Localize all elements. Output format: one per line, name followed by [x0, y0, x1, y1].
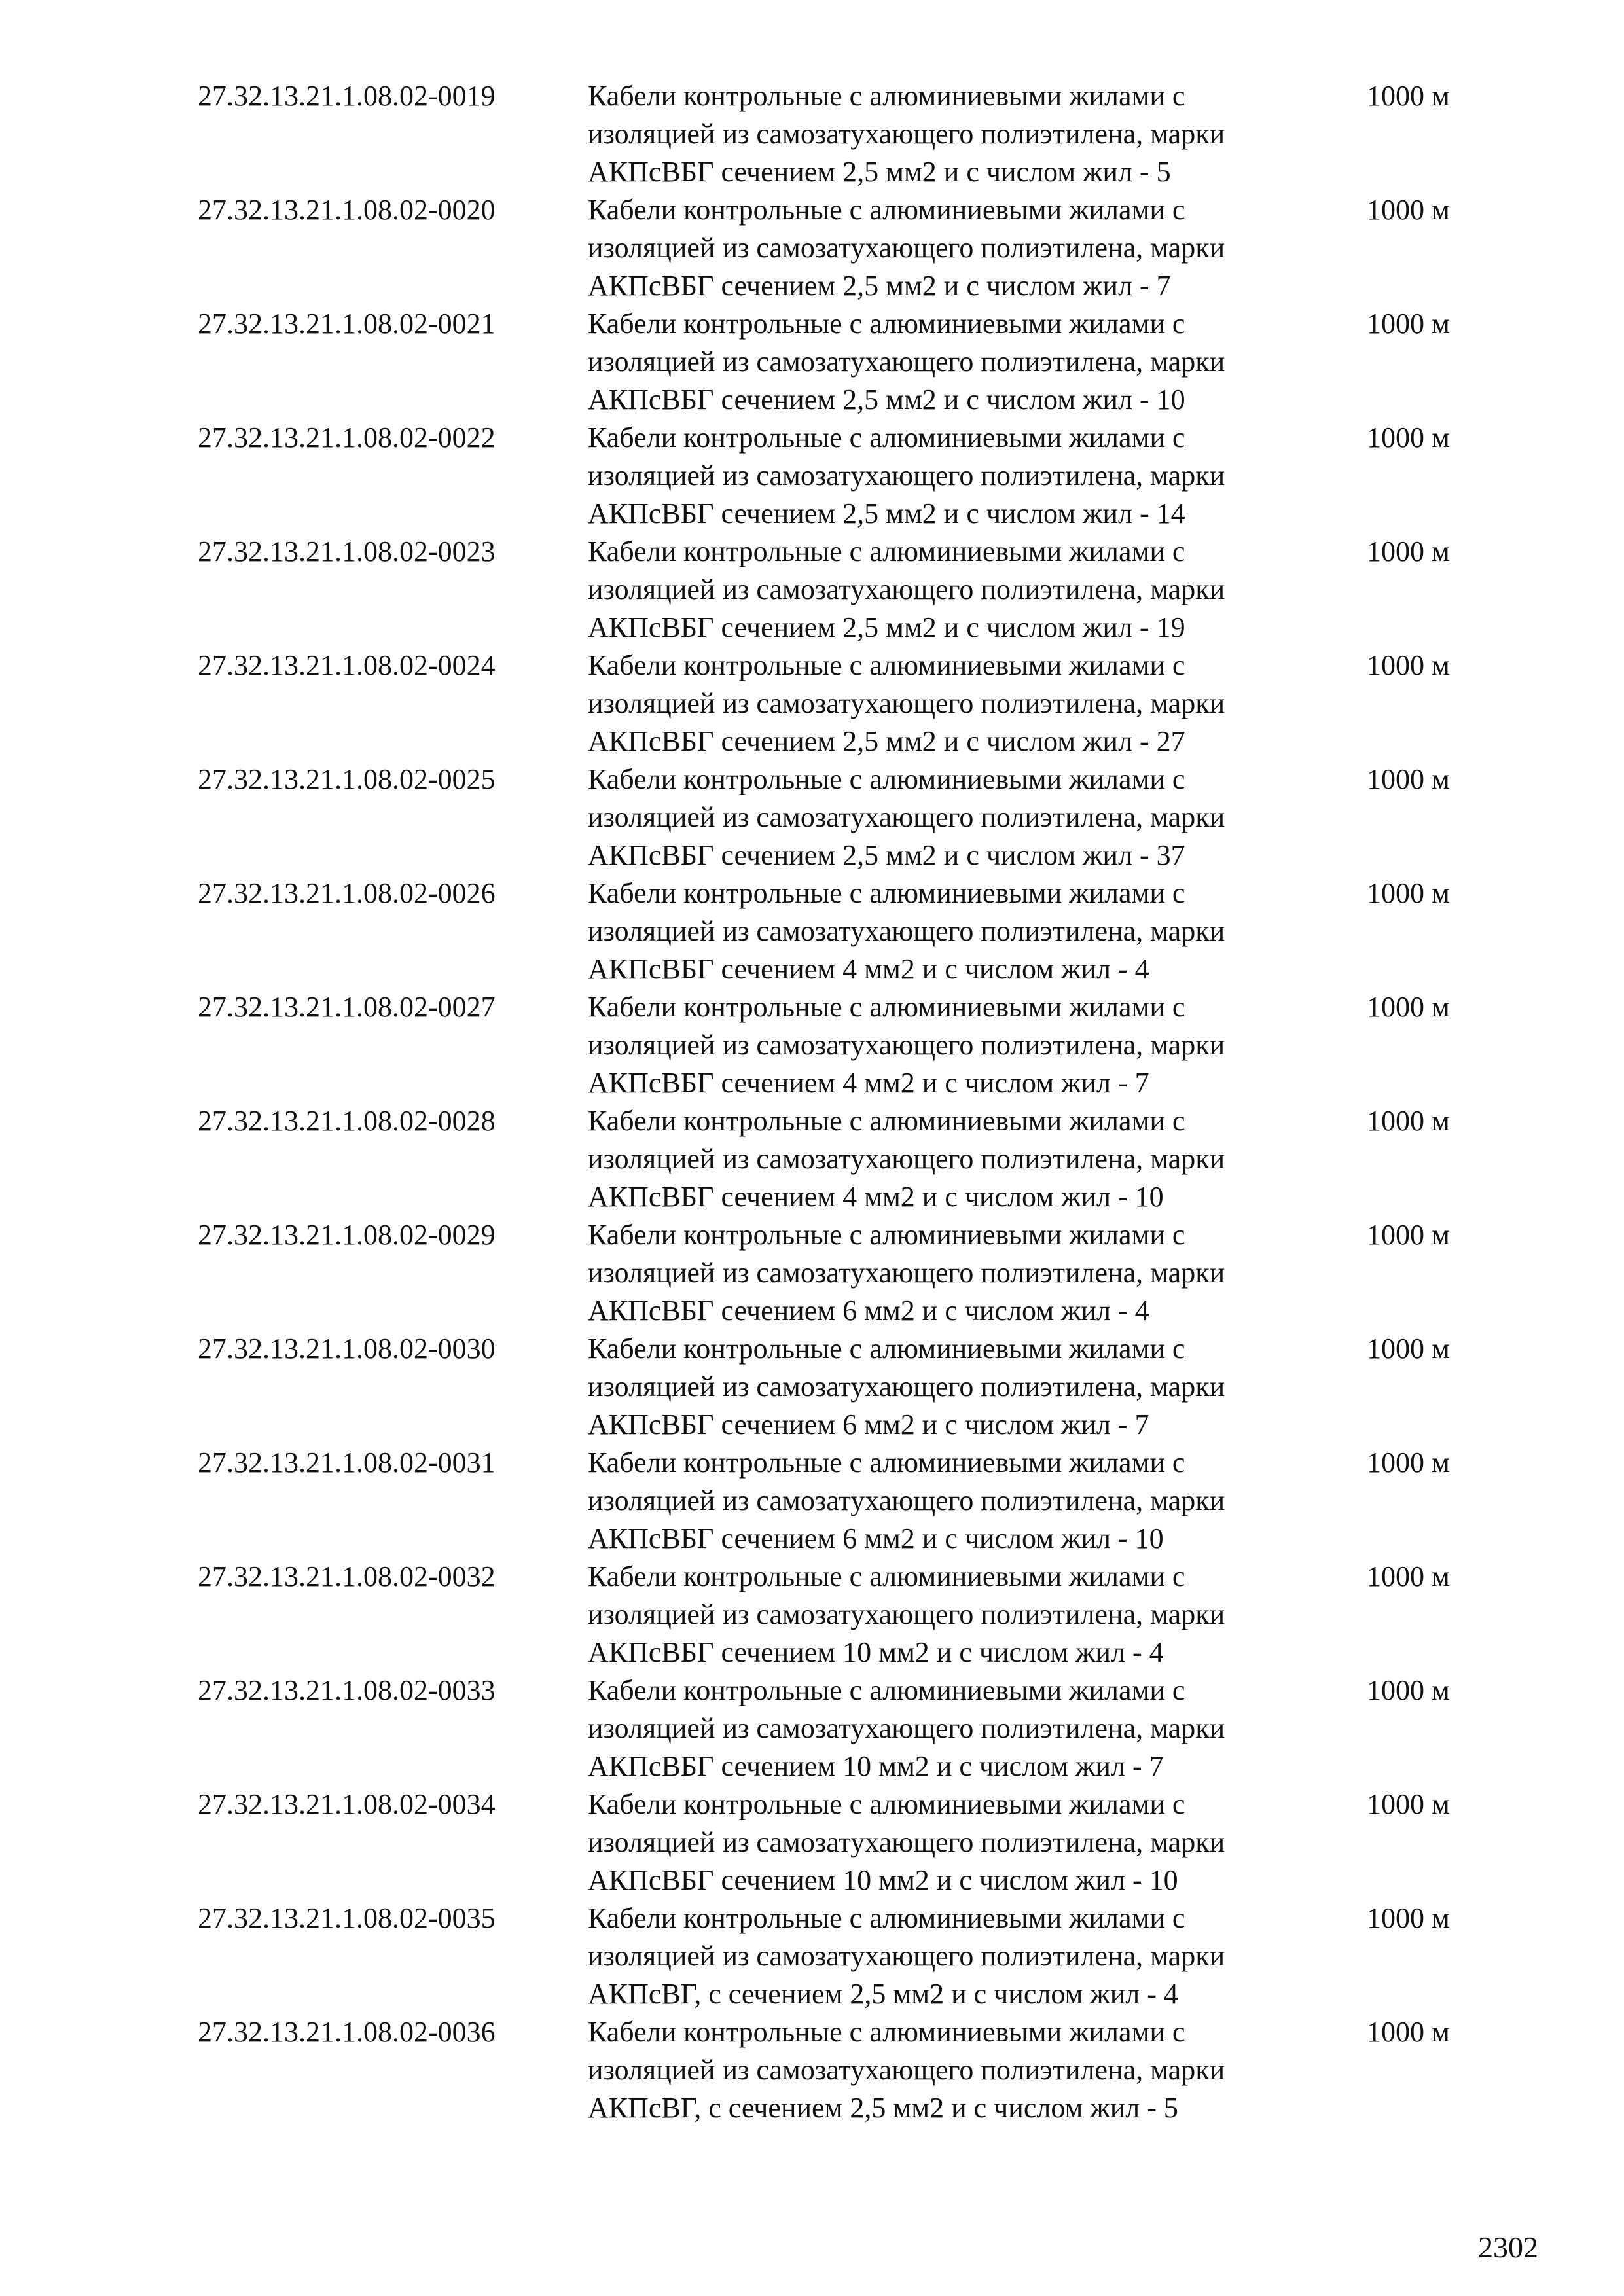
item-code: 27.32.13.21.1.08.02-0035 [198, 1902, 496, 1934]
table-row [198, 533, 1481, 647]
description-line: АКПсВБГ сечением 2,5 мм2 и с числом жил - 14 [588, 497, 1185, 529]
item-description [588, 1216, 1367, 1330]
item-description [588, 191, 1367, 305]
table-row [198, 1899, 1481, 2013]
description-line: АКПсВБГ сечением 6 мм2 и с числом жил - 7 [588, 1408, 1149, 1441]
table-row [198, 1672, 1481, 1785]
description-line: изоляцией из самозатухающего полиэтилена, марки [588, 1484, 1225, 1516]
description-line: изоляцией из самозатухающего полиэтилена, марки [588, 1257, 1225, 1289]
description-line: АКПсВГ, с сечением 2,5 мм2 и с числом жил - 4 [588, 1978, 1178, 2010]
table-row [198, 419, 1481, 533]
item-unit: 1000 м [1367, 80, 1450, 112]
item-description [588, 419, 1367, 533]
table-row [198, 2013, 1481, 2127]
description-line: Кабели контрольные с алюминиевыми жилами с [588, 1788, 1185, 1820]
item-code: 27.32.13.21.1.08.02-0033 [198, 1674, 496, 1706]
item-description [588, 305, 1367, 419]
item-code: 27.32.13.21.1.08.02-0020 [198, 194, 496, 226]
description-line: Кабели контрольные с алюминиевыми жилами с [588, 1902, 1185, 1934]
description-line: изоляцией из самозатухающего полиэтилена, марки [588, 346, 1225, 378]
item-code: 27.32.13.21.1.08.02-0034 [198, 1788, 496, 1820]
item-unit: 1000 м [1367, 1788, 1450, 1820]
item-unit: 1000 м [1367, 1560, 1450, 1592]
description-line: АКПсВБГ сечением 2,5 мм2 и с числом жил - 27 [588, 725, 1185, 757]
description-line: изоляцией из самозатухающего полиэтилена, марки [588, 459, 1225, 492]
item-description [588, 2013, 1367, 2127]
item-code: 27.32.13.21.1.08.02-0019 [198, 80, 496, 112]
item-unit: 1000 м [1367, 2016, 1450, 2048]
item-code: 27.32.13.21.1.08.02-0023 [198, 535, 496, 567]
description-line: АКПсВГ, с сечением 2,5 мм2 и с числом жил - 5 [588, 2092, 1178, 2124]
item-unit: 1000 м [1367, 422, 1450, 454]
table-row [198, 647, 1481, 761]
table-row [198, 1216, 1481, 1330]
table-row [198, 1102, 1481, 1216]
description-line: изоляцией из самозатухающего полиэтилена, марки [588, 1940, 1225, 1972]
item-description [588, 1102, 1367, 1216]
description-line: Кабели контрольные с алюминиевыми жилами с [588, 763, 1185, 795]
description-line: изоляцией из самозатухающего полиэтилена, марки [588, 2054, 1225, 2086]
description-line: АКПсВБГ сечением 2,5 мм2 и с числом жил - 7 [588, 270, 1171, 302]
item-unit: 1000 м [1367, 1674, 1450, 1706]
description-line: изоляцией из самозатухающего полиэтилена, марки [588, 118, 1225, 150]
item-unit: 1000 м [1367, 1902, 1450, 1934]
item-code: 27.32.13.21.1.08.02-0021 [198, 308, 496, 340]
description-line: АКПсВБГ сечением 2,5 мм2 и с числом жил - 10 [588, 384, 1185, 416]
description-line: изоляцией из самозатухающего полиэтилена, марки [588, 1029, 1225, 1061]
table-row [198, 1330, 1481, 1444]
item-description [588, 761, 1367, 874]
description-line: Кабели контрольные с алюминиевыми жилами с [588, 1105, 1185, 1137]
description-line: АКПсВБГ сечением 6 мм2 и с числом жил - 10 [588, 1522, 1164, 1554]
item-unit: 1000 м [1367, 535, 1450, 567]
description-line: изоляцией из самозатухающего полиэтилена, марки [588, 1371, 1225, 1403]
item-unit: 1000 м [1367, 877, 1450, 909]
description-line: Кабели контрольные с алюминиевыми жилами с [588, 308, 1185, 340]
description-line: АКПсВБГ сечением 4 мм2 и с числом жил - 10 [588, 1181, 1164, 1213]
description-line: Кабели контрольные с алюминиевыми жилами с [588, 1219, 1185, 1251]
item-description [588, 1444, 1367, 1558]
table-row [198, 1785, 1481, 1899]
description-line: изоляцией из самозатухающего полиэтилена, марки [588, 687, 1225, 719]
description-line: Кабели контрольные с алюминиевыми жилами с [588, 991, 1185, 1023]
page-number: 2302 [1478, 2231, 1538, 2264]
item-unit: 1000 м [1367, 1446, 1450, 1479]
description-line: изоляцией из самозатухающего полиэтилена, марки [588, 1598, 1225, 1630]
description-line: АКПсВБГ сечением 4 мм2 и с числом жил - 7 [588, 1067, 1149, 1099]
item-description [588, 647, 1367, 761]
description-line: Кабели контрольные с алюминиевыми жилами с [588, 2016, 1185, 2048]
description-line: АКПсВБГ сечением 6 мм2 и с числом жил - 4 [588, 1295, 1149, 1327]
item-code: 27.32.13.21.1.08.02-0028 [198, 1105, 496, 1137]
table-row [198, 761, 1481, 874]
description-line: АКПсВБГ сечением 2,5 мм2 и с числом жил - 5 [588, 156, 1171, 188]
description-line: изоляцией из самозатухающего полиэтилена, марки [588, 232, 1225, 264]
description-line: изоляцией из самозатухающего полиэтилена, марки [588, 915, 1225, 947]
item-unit: 1000 м [1367, 1333, 1450, 1365]
item-description [588, 988, 1367, 1102]
item-code: 27.32.13.21.1.08.02-0029 [198, 1219, 496, 1251]
item-code: 27.32.13.21.1.08.02-0024 [198, 649, 496, 681]
description-line: изоляцией из самозатухающего полиэтилена, марки [588, 1712, 1225, 1744]
item-description [588, 874, 1367, 988]
item-code: 27.32.13.21.1.08.02-0025 [198, 763, 496, 795]
item-description [588, 1672, 1367, 1785]
description-line: Кабели контрольные с алюминиевыми жилами с [588, 877, 1185, 909]
description-line: Кабели контрольные с алюминиевыми жилами с [588, 1446, 1185, 1479]
description-line: АКПсВБГ сечением 2,5 мм2 и с числом жил - 19 [588, 611, 1185, 643]
table-row [198, 1558, 1481, 1672]
item-description [588, 1330, 1367, 1444]
item-code: 27.32.13.21.1.08.02-0026 [198, 877, 496, 909]
table-row [198, 988, 1481, 1102]
table-row [198, 305, 1481, 419]
item-code: 27.32.13.21.1.08.02-0022 [198, 422, 496, 454]
item-description [588, 1899, 1367, 2013]
description-line: изоляцией из самозатухающего полиэтилена, марки [588, 573, 1225, 605]
description-line: Кабели контрольные с алюминиевыми жилами с [588, 80, 1185, 112]
item-code: 27.32.13.21.1.08.02-0031 [198, 1446, 496, 1479]
item-code: 27.32.13.21.1.08.02-0032 [198, 1560, 496, 1592]
item-unit: 1000 м [1367, 308, 1450, 340]
item-unit: 1000 м [1367, 991, 1450, 1023]
item-code: 27.32.13.21.1.08.02-0030 [198, 1333, 496, 1365]
description-line: АКПсВБГ сечением 10 мм2 и с числом жил - 10 [588, 1864, 1178, 1896]
description-line: Кабели контрольные с алюминиевыми жилами с [588, 1333, 1185, 1365]
description-line: изоляцией из самозатухающего полиэтилена, марки [588, 1826, 1225, 1858]
item-description [588, 533, 1367, 647]
item-unit: 1000 м [1367, 194, 1450, 226]
item-unit: 1000 м [1367, 649, 1450, 681]
item-code: 27.32.13.21.1.08.02-0036 [198, 2016, 496, 2048]
item-unit: 1000 м [1367, 1219, 1450, 1251]
description-line: АКПсВБГ сечением 10 мм2 и с числом жил - 4 [588, 1636, 1164, 1668]
description-line: Кабели контрольные с алюминиевыми жилами с [588, 194, 1185, 226]
description-line: АКПсВБГ сечением 10 мм2 и с числом жил - 7 [588, 1750, 1164, 1782]
table-row [198, 191, 1481, 305]
item-unit: 1000 м [1367, 1105, 1450, 1137]
description-line: изоляцией из самозатухающего полиэтилена, марки [588, 801, 1225, 833]
table-row [198, 874, 1481, 988]
item-description [588, 1785, 1367, 1899]
item-description [588, 77, 1367, 191]
item-code: 27.32.13.21.1.08.02-0027 [198, 991, 496, 1023]
item-unit: 1000 м [1367, 763, 1450, 795]
description-line: АКПсВБГ сечением 4 мм2 и с числом жил - 4 [588, 953, 1149, 985]
description-line: Кабели контрольные с алюминиевыми жилами с [588, 535, 1185, 567]
table-row [198, 77, 1481, 191]
description-line: АКПсВБГ сечением 2,5 мм2 и с числом жил - 37 [588, 839, 1185, 871]
description-line: Кабели контрольные с алюминиевыми жилами с [588, 649, 1185, 681]
description-line: Кабели контрольные с алюминиевыми жилами с [588, 1560, 1185, 1592]
table-row [198, 1444, 1481, 1558]
price-table [198, 77, 1481, 2127]
description-line: Кабели контрольные с алюминиевыми жилами с [588, 1674, 1185, 1706]
description-line: изоляцией из самозатухающего полиэтилена, марки [588, 1143, 1225, 1175]
item-description [588, 1558, 1367, 1672]
description-line: Кабели контрольные с алюминиевыми жилами с [588, 422, 1185, 454]
